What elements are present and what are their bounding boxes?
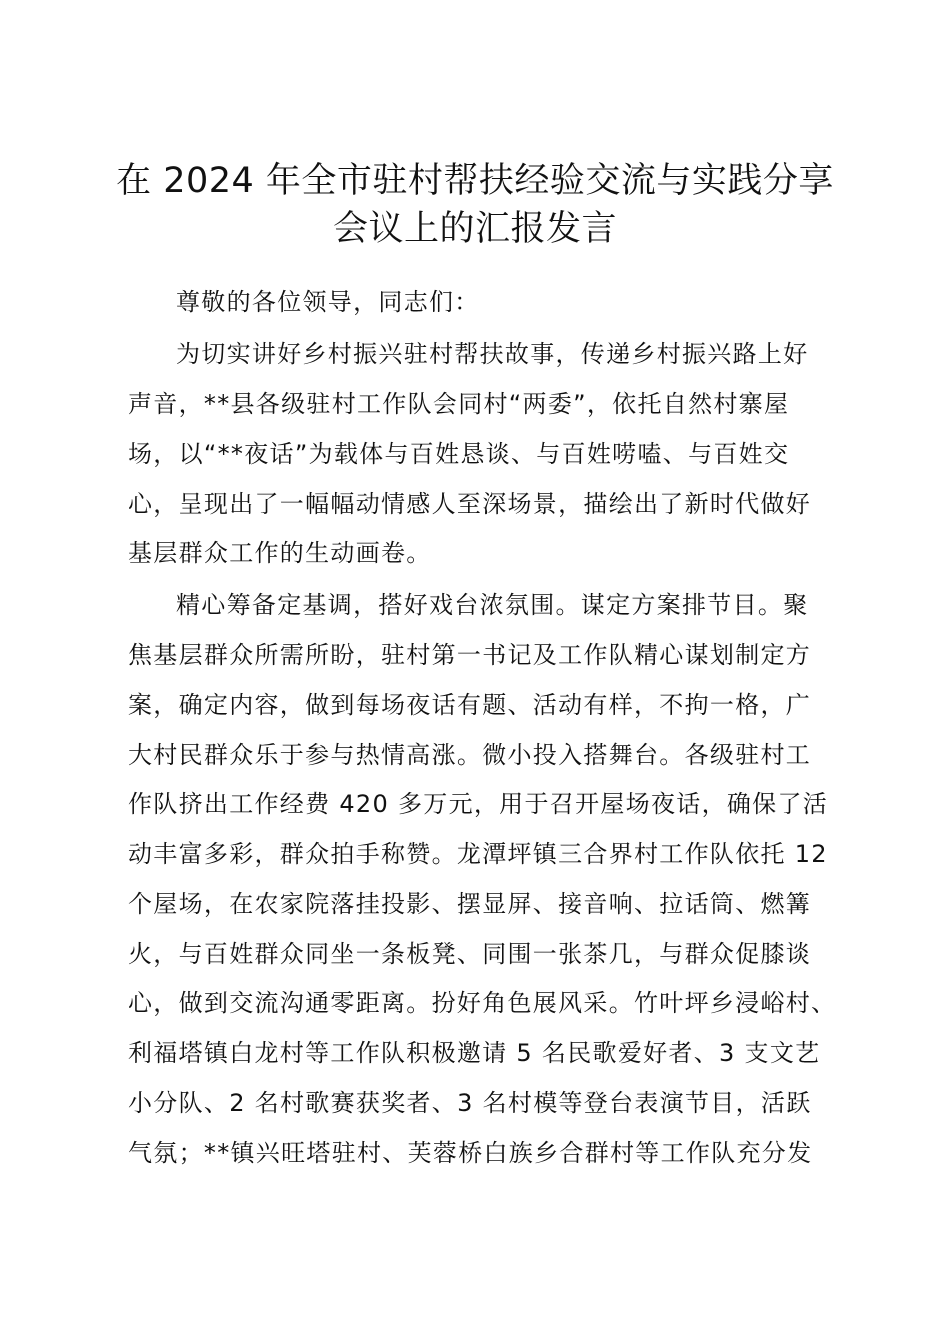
- paragraph-1-line: 为切实讲好乡村振兴驻村帮扶故事，传递乡村振兴路上好: [176, 340, 809, 368]
- document-title-line-2: 会议上的汇报发言: [332, 209, 617, 249]
- paragraph-2-line: 案，确定内容，做到每场夜话有题、活动有样，不拘一格，广: [128, 691, 812, 719]
- paragraph-2-line: 心，做到交流沟通零距离。扮好角色展风采。竹叶坪乡浸峪村、: [128, 989, 837, 1017]
- salutation: 尊敬的各位领导，同志们：: [176, 288, 480, 316]
- paragraph-2-line: 个屋场，在农家院落挂投影、摆显屏、接音响、拉话筒、燃篝: [128, 890, 812, 918]
- document-title-line-1: 在 2024 年全市驻村帮扶经验交流与实践分享: [116, 161, 834, 201]
- paragraph-2-line: 小分队、2 名村歌赛获奖者、3 名村模等登台表演节目，活跃: [128, 1089, 812, 1117]
- paragraph-2-line: 精心筹备定基调，搭好戏台浓氛围。谋定方案排节目。聚: [176, 591, 809, 619]
- paragraph-2-line: 大村民群众乐于参与热情高涨。微小投入搭舞台。各级驻村工: [128, 741, 812, 769]
- paragraph-2-line: 利福塔镇白龙村等工作队积极邀请 5 名民歌爱好者、3 支文艺: [128, 1039, 821, 1067]
- paragraph-1-line: 场，以“**夜话”为载体与百姓恳谈、与百姓唠嗑、与百姓交: [128, 440, 790, 468]
- paragraph-1-line: 声音，**县各级驻村工作队会同村“两委”，依托自然村寨屋: [128, 390, 790, 418]
- paragraph-1-line: 心，呈现出了一幅幅动情感人至深场景，描绘出了新时代做好: [128, 490, 812, 518]
- paragraph-2-line: 动丰富多彩，群众拍手称赞。龙潭坪镇三合界村工作队依托 12: [128, 840, 828, 868]
- paragraph-2-line: 焦基层群众所需所盼，驻村第一书记及工作队精心谋划制定方: [128, 641, 812, 669]
- paragraph-2-line: 气氛；**镇兴旺塔驻村、芙蓉桥白族乡合群村等工作队充分发: [128, 1139, 813, 1167]
- paragraph-2-line: 火，与百姓群众同坐一条板凳、同围一张茶几，与群众促膝谈: [128, 940, 812, 968]
- paragraph-1-line: 基层群众工作的生动画卷。: [128, 539, 432, 567]
- paragraph-2-line: 作队挤出工作经费 420 多万元，用于召开屋场夜话，确保了活: [128, 790, 829, 818]
